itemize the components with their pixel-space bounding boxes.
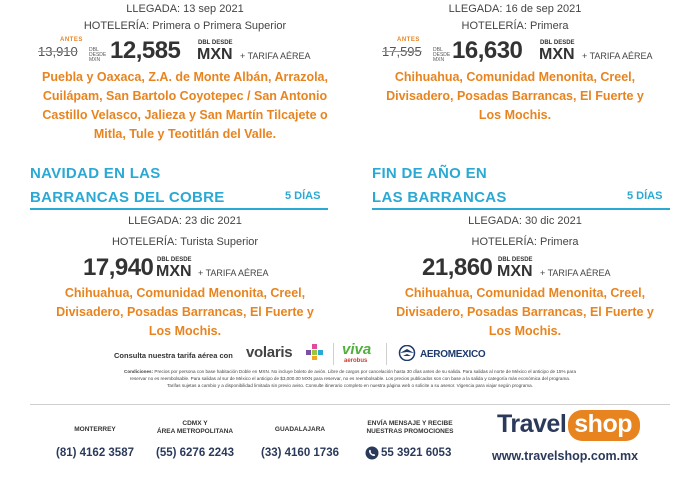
price-note: DBL DESDE bbox=[198, 40, 233, 46]
package-title: NAVIDAD EN LAS BARRANCAS DEL COBRE bbox=[30, 165, 225, 206]
hotel-category: HOTELERÍA: Turista Superior bbox=[111, 236, 259, 248]
plus-cross-icon bbox=[304, 343, 326, 361]
divider bbox=[333, 343, 334, 365]
volaris-logo: volaris bbox=[246, 344, 293, 361]
contact-city: MONTERREY bbox=[74, 426, 116, 433]
arrival-date: LLEGADA: 13 sep 2021 bbox=[126, 3, 244, 15]
airfare-note: + TARIFA AÉREA bbox=[582, 51, 653, 61]
before-label: ANTES bbox=[60, 37, 83, 43]
hotel-category: HOTELERÍA: Primera bbox=[461, 20, 569, 32]
currency: MXN bbox=[539, 46, 575, 63]
price: 21,860 bbox=[422, 254, 493, 281]
destinations: Puebla y Oaxaca, Z.A. de Monte Albán, Arrazola, Cuilápam, San Bartolo Coyotepec / San Antonio Castillo Velasco, Jalieza y San Martín Tilcajete o Mitla, Tule y Teotitlán del Valle. bbox=[42, 70, 328, 141]
aeromexico-logo: AEROMEXICO bbox=[420, 349, 486, 360]
contact-city: CDMX Y ÁREA METROPOLITANA bbox=[156, 420, 234, 435]
price: 17,940 bbox=[83, 254, 154, 281]
destinations: Chihuahua, Comunidad Menonita, Creel, Divisadero, Posadas Barrancas, El Fuerte y Los Mochis. bbox=[386, 70, 644, 122]
price-note: DBL DESDE bbox=[157, 257, 192, 263]
arrival-date: LLEGADA: 16 de sep 2021 bbox=[448, 3, 582, 15]
contact-phone[interactable]: 55 3921 6053 bbox=[381, 447, 452, 459]
viva-sub: aerobus bbox=[344, 358, 368, 364]
contact-phone[interactable]: (55) 6276 2243 bbox=[155, 447, 234, 459]
contact-phone[interactable]: (81) 4162 3587 bbox=[55, 447, 134, 459]
before-label: ANTES bbox=[397, 37, 420, 43]
title-underline bbox=[372, 208, 670, 210]
duration-badge: 5 DÍAS bbox=[627, 190, 663, 202]
price-note: DBL DESDE bbox=[540, 40, 575, 46]
currency: MXN bbox=[156, 263, 192, 280]
old-price: 13,910 bbox=[38, 44, 78, 59]
airfare-note: + TARIFA AÉREA bbox=[240, 51, 311, 61]
duration-badge: 5 DÍAS bbox=[285, 190, 321, 202]
hotel-category: HOTELERÍA: Primera o Primera Superior bbox=[83, 20, 287, 32]
destinations: Chihuahua, Comunidad Menonita, Creel, Divisadero, Posadas Barrancas, El Fuerte y Los Mochis. bbox=[56, 286, 314, 338]
price: 12,585 bbox=[110, 37, 181, 64]
arrival-date: LLEGADA: 23 dic 2021 bbox=[128, 215, 242, 227]
hotel-category: HOTELERÍA: Primera bbox=[471, 236, 579, 248]
contact-phone[interactable]: (33) 4160 1736 bbox=[260, 447, 339, 459]
contact-city: GUADALAJARA bbox=[274, 426, 326, 433]
conditions-text: Condiciones: Precios por persona con base habitación Doble en MXN. No incluye boleto de avión. Libre de cargos por cancelación hasta 30 días antes de su salida. Para salidas al norte de México el anticipo de 15% para reservar no es reembolsable. Para salidas al sur de México el anticipo de $3,000.00 MXN para reservar, no es reembolsable. Los precios publicados son con base a la salida y categoría más económica del programa. Tarifas sujetas a cambio y a disponibilidad limitada sin previo aviso. Consulte itinerario completo en nuestra página web o solicite a su asesor. Vigencia para viajar según programa. bbox=[124, 369, 576, 388]
contact-city: ENVÍA MENSAJE Y RECIBE NUESTRAS PROMOCIONES bbox=[366, 420, 454, 435]
package-title: FIN DE AÑO EN LAS BARRANCAS bbox=[372, 165, 507, 206]
old-price-note: DBL DESDE MXN bbox=[433, 47, 451, 63]
destinations: Chihuahua, Comunidad Menonita, Creel, Divisadero, Posadas Barrancas, El Fuerte y Los Mochis. bbox=[396, 286, 654, 338]
divider bbox=[386, 343, 387, 365]
old-price-note: DBL DESDE MXN bbox=[89, 47, 107, 63]
brand-logo: Travel shop bbox=[497, 410, 640, 441]
title-underline bbox=[30, 208, 328, 210]
eagle-icon bbox=[396, 345, 418, 361]
arrival-date: LLEGADA: 30 dic 2021 bbox=[468, 215, 582, 227]
airlines-intro: Consulta nuestra tarifa aérea con bbox=[114, 351, 233, 360]
airfare-note: + TARIFA AÉREA bbox=[540, 268, 611, 278]
price-note: DBL DESDE bbox=[498, 257, 533, 263]
whatsapp-icon bbox=[365, 446, 379, 460]
price: 16,630 bbox=[452, 37, 523, 64]
old-price: 17,595 bbox=[382, 44, 422, 59]
currency: MXN bbox=[497, 263, 533, 280]
brand-website[interactable]: www.travelshop.com.mx bbox=[492, 449, 639, 463]
currency: MXN bbox=[197, 46, 233, 63]
viva-logo: viva bbox=[342, 341, 372, 358]
divider bbox=[30, 404, 670, 405]
airfare-note: + TARIFA AÉREA bbox=[198, 268, 269, 278]
